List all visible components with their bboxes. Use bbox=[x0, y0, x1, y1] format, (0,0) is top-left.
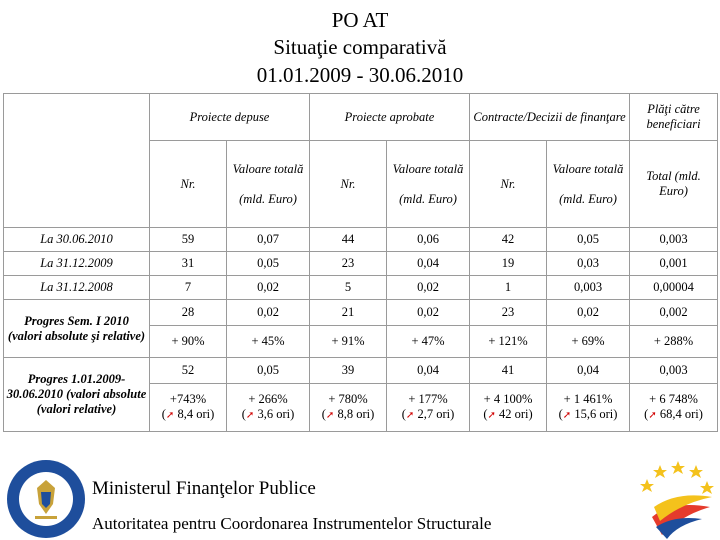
table-row bbox=[4, 252, 718, 276]
times: 8,8 ori) bbox=[337, 407, 375, 421]
cell: 0,02 bbox=[387, 300, 470, 326]
cell: + 288% bbox=[630, 326, 718, 358]
valoare-unit: (mld. Euro) bbox=[239, 191, 297, 206]
cell: 0,02 bbox=[387, 276, 470, 300]
valoare-label: Valoare totală bbox=[232, 161, 304, 176]
pct: + 780% bbox=[328, 392, 368, 406]
cell: 5 bbox=[310, 276, 387, 300]
valoare-label: Valoare totală bbox=[552, 161, 624, 176]
cell: + 121% bbox=[470, 326, 547, 358]
corner-cell bbox=[4, 94, 150, 228]
cell: 0,003 bbox=[547, 276, 630, 300]
times: 42 ori) bbox=[499, 407, 533, 421]
up-arrow-icon: ➚ bbox=[405, 410, 415, 421]
cell: 0,001 bbox=[630, 252, 718, 276]
cell: 28 bbox=[150, 300, 227, 326]
cell: 23 bbox=[470, 300, 547, 326]
cell: 21 bbox=[310, 300, 387, 326]
pct: +743% bbox=[169, 392, 207, 406]
romania-seal-logo bbox=[5, 458, 87, 540]
cell: 0,05 bbox=[227, 252, 310, 276]
times: 15,6 ori) bbox=[574, 407, 618, 421]
eu-stars-logo bbox=[632, 455, 717, 540]
valoare-unit: (mld. Euro) bbox=[399, 191, 457, 206]
header-valoare bbox=[547, 141, 630, 228]
cell: 42 bbox=[470, 228, 547, 252]
cell: 52 bbox=[150, 358, 227, 384]
header-plati: Plăţi către beneficiari bbox=[630, 94, 718, 141]
cell: + 266% (➚ 3,6 ori) bbox=[227, 384, 310, 432]
cell: + 177% (➚ 2,7 ori) bbox=[387, 384, 470, 432]
cell: 0,02 bbox=[227, 276, 310, 300]
ministry-name: Ministerul Finanţelor Publice bbox=[92, 478, 316, 499]
cell: + 69% bbox=[547, 326, 630, 358]
header-valoare bbox=[227, 141, 310, 228]
row-label: La 31.12.2009 bbox=[4, 252, 150, 276]
up-arrow-icon: ➚ bbox=[325, 410, 335, 421]
header-row-groups bbox=[4, 94, 718, 141]
row-label: La 30.06.2010 bbox=[4, 228, 150, 252]
cell: 23 bbox=[310, 252, 387, 276]
valoare-label: Valoare totală bbox=[392, 161, 464, 176]
table-row bbox=[4, 300, 718, 326]
cell: + 90% bbox=[150, 326, 227, 358]
header-valoare bbox=[387, 141, 470, 228]
cell: 0,02 bbox=[227, 300, 310, 326]
cell: 0,05 bbox=[227, 358, 310, 384]
row-label: La 31.12.2008 bbox=[4, 276, 150, 300]
cell: 39 bbox=[310, 358, 387, 384]
pct: + 1 461% bbox=[563, 392, 613, 406]
cell: 1 bbox=[470, 276, 547, 300]
cell: + 47% bbox=[387, 326, 470, 358]
header-nr: Nr. bbox=[150, 141, 227, 228]
cell: 0,00004 bbox=[630, 276, 718, 300]
cell: 0,003 bbox=[630, 228, 718, 252]
cell: 0,002 bbox=[630, 300, 718, 326]
cell: 0,07 bbox=[227, 228, 310, 252]
cell: 59 bbox=[150, 228, 227, 252]
header-proiecte-aprobate: Proiecte aprobate bbox=[310, 94, 470, 141]
table-row bbox=[4, 276, 718, 300]
times: 3,6 ori) bbox=[257, 407, 295, 421]
cell: +743% (➚ 8,4 ori) bbox=[150, 384, 227, 432]
header-nr: Nr. bbox=[470, 141, 547, 228]
cell: + 6 748% (➚ 68,4 ori) bbox=[630, 384, 718, 432]
authority-name: Autoritatea pentru Coordonarea Instrumentelor Structurale bbox=[92, 514, 492, 533]
cell: 31 bbox=[150, 252, 227, 276]
times: 2,7 ori) bbox=[417, 407, 455, 421]
title-line-3: 01.01.2009 - 30.06.2010 bbox=[256, 63, 464, 87]
pct: + 4 100% bbox=[483, 392, 533, 406]
up-arrow-icon: ➚ bbox=[245, 410, 255, 421]
pct: + 266% bbox=[248, 392, 288, 406]
table-row bbox=[4, 228, 718, 252]
cell: 19 bbox=[470, 252, 547, 276]
cell: 0,02 bbox=[547, 300, 630, 326]
title-line-1: PO AT bbox=[331, 8, 389, 32]
up-arrow-icon: ➚ bbox=[562, 410, 572, 421]
up-arrow-icon: ➚ bbox=[648, 410, 657, 421]
cell: + 1 461% (➚ 15,6 ori) bbox=[547, 384, 630, 432]
cell: 0,03 bbox=[547, 252, 630, 276]
pct: + 177% bbox=[408, 392, 448, 406]
times: 8,4 ori) bbox=[177, 407, 215, 421]
table-row bbox=[4, 358, 718, 384]
cell: 0,05 bbox=[547, 228, 630, 252]
cell: 41 bbox=[470, 358, 547, 384]
cell: 0,04 bbox=[547, 358, 630, 384]
pct: + 6 748% bbox=[649, 392, 698, 406]
row-label-progres-sem: Progres Sem. I 2010 (valori absolute şi relative) bbox=[4, 300, 150, 358]
cell: 0,04 bbox=[387, 358, 470, 384]
up-arrow-icon: ➚ bbox=[487, 410, 496, 421]
header-total: Total (mld. Euro) bbox=[630, 141, 718, 228]
cell: 7 bbox=[150, 276, 227, 300]
header-contracte: Contracte/Decizii de finanţare bbox=[470, 94, 630, 141]
header-nr: Nr. bbox=[310, 141, 387, 228]
header-proiecte-depuse: Proiecte depuse bbox=[150, 94, 310, 141]
cell: 0,04 bbox=[387, 252, 470, 276]
row-label-progres-period: Progres 1.01.2009-30.06.2010 (valori absolute (valori relative) bbox=[4, 358, 150, 432]
valoare-unit: (mld. Euro) bbox=[559, 191, 617, 206]
cell: + 91% bbox=[310, 326, 387, 358]
cell: + 780% (➚ 8,8 ori) bbox=[310, 384, 387, 432]
cell: 0,06 bbox=[387, 228, 470, 252]
times: 68,4 ori) bbox=[659, 407, 703, 421]
cell: + 45% bbox=[227, 326, 310, 358]
comparison-table bbox=[3, 93, 718, 432]
up-arrow-icon: ➚ bbox=[165, 410, 175, 421]
cell: 0,003 bbox=[630, 358, 718, 384]
title-line-2: Situaţie comparativă bbox=[273, 35, 447, 59]
cell: + 4 100% (➚ 42 ori) bbox=[470, 384, 547, 432]
cell: 44 bbox=[310, 228, 387, 252]
